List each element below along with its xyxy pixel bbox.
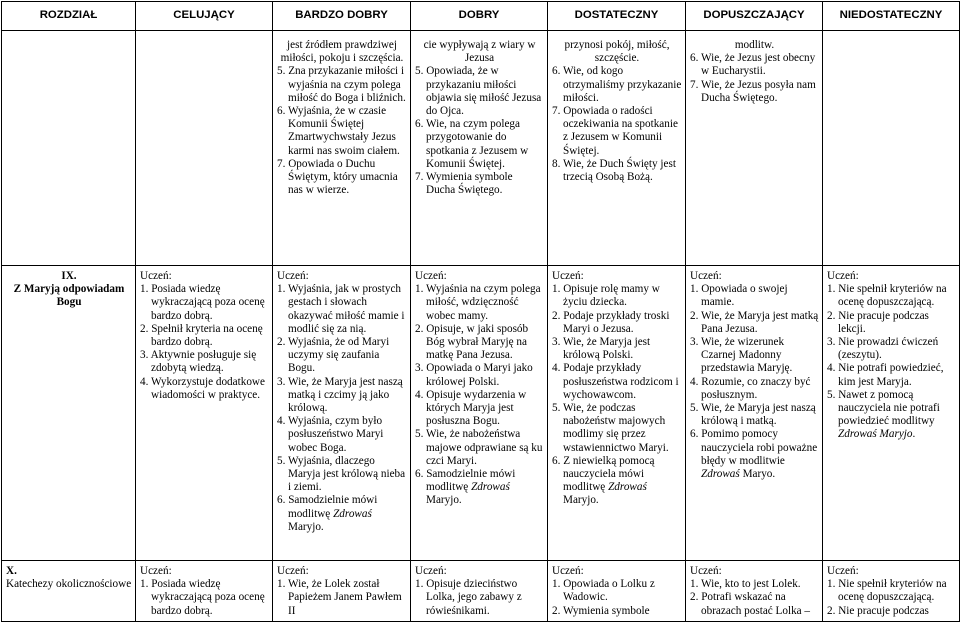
item-text: 6. Samodzielnie mówi modlitwę: [415, 468, 516, 494]
list-item: 5. Wie, że Maryja jest naszą królową i matką.: [690, 402, 816, 428]
prayer-name: Zdrowaś: [608, 481, 647, 494]
item-text: 6. Samodzielnie mówi modlitwę: [277, 494, 378, 520]
cell-top-bardzo-dobry: [273, 31, 411, 266]
cell-x-dostateczny: [548, 561, 686, 622]
list-item: 1. Opowiada o Lolku z Wadowic.: [552, 578, 655, 604]
cell-rozdzial-empty: [2, 31, 136, 266]
continued-section-row: [2, 31, 960, 266]
cell-x-dopuszczajacy: [686, 561, 823, 622]
item-text: 6. Z niewielką pomocą nauczyciela mówi modlitwę: [552, 454, 655, 494]
cell-top-dostateczny: [548, 31, 686, 266]
section-x-row: [2, 561, 960, 622]
header-celujacy: CELUJĄCY: [136, 2, 273, 31]
header-dobry: DOBRY: [411, 2, 548, 31]
list-item: [277, 494, 407, 534]
list-item: cie wypływają z wiary w Jezusa: [423, 39, 536, 65]
pupil-label: Uczeń:: [552, 565, 584, 577]
cell-x-bardzo-dobry: [273, 561, 411, 622]
list-item: 2. Nie pracuje podczas lekcji.: [827, 309, 929, 335]
cell-ix-celujacy: [136, 266, 273, 561]
list-item: 5. Wie, że nabożeństwa majowe odprawiane są ku czci Maryi.: [415, 428, 543, 467]
list-item: 5. Opowiada, że w przykazaniu miłości objawia się miłość Jezusa do Ojca.: [415, 65, 542, 118]
list-item: 1. Wie, kto to jest Lolek.: [690, 578, 801, 591]
prayer-name: Zdrowaś: [471, 481, 510, 494]
list-item: 6. Wie, na czym polega przygotowanie do spotkania z Jezusem w Komunii Świętej.: [415, 118, 529, 170]
list-item: 3. Wie, że Maryja jest królową Polski.: [552, 336, 651, 362]
list-item: 2. Wymienia symbole: [552, 604, 650, 617]
cell-x-niedostateczny: [823, 561, 960, 622]
list-item: [690, 428, 819, 481]
list-item: 1. Wyjaśnia na czym polega miłość, wdzięczność wobec mamy.: [415, 283, 541, 322]
section-title: Katechezy okolicznościowe: [6, 578, 132, 591]
list-item: 1. Nie spełnił kryteriów na ocenę dopuszczającą.: [827, 578, 947, 604]
pupil-label: Uczeń:: [827, 270, 859, 282]
list-item: [415, 468, 544, 508]
list-item: 6. Wyjaśnia, że w czasie Komunii Świętej Zmartwychwstały Jezus karmi nas swoim ciałem.: [277, 105, 400, 157]
cell-ix-dobry: [411, 266, 548, 561]
header-row: [2, 2, 960, 31]
list-item: 2. Potrafi wskazać na obrazach postać Lolka –: [690, 591, 811, 617]
pupil-label: Uczeń:: [140, 270, 172, 282]
list-item: 1. Wie, że Lolek został Papieżem Janem Pawłem II: [277, 578, 402, 617]
list-item: 1. Wyjaśnia, jak w prostych gestach i słowach okazywać miłość mamie i modlić się za nią.: [277, 283, 405, 335]
list-item: 4. Rozumie, co znaczy być posłusznym.: [690, 375, 811, 401]
list-item: 4. Nie potrafi powiedzieć, kim jest Maryja.: [827, 362, 944, 388]
list-item: 8. Wie, że Duch Święty jest trzecią Osobą Bożą.: [552, 157, 676, 184]
list-item: jest źródłem prawdziwej miłości, pokoju i szczęścia.: [280, 39, 404, 65]
list-item: 6. Wie, od kogo otrzymaliśmy przykazanie miłości.: [552, 65, 682, 104]
list-item: 4. Podaje przykłady posłuszeństwa rodzicom i wychowawcom.: [552, 362, 679, 401]
pupil-label: Uczeń:: [277, 565, 309, 577]
list-item: 7. Wie, że Jezus posyła nam Ducha Świętego.: [690, 78, 816, 104]
section-number: X.: [6, 565, 17, 577]
list-item: [552, 455, 682, 508]
cell-ix-dopuszczajacy: [686, 266, 823, 561]
header-dopuszczajacy: DOPUSZCZAJĄCY: [686, 2, 823, 31]
list-item: 7. Opowiada o radości oczekiwania na spotkanie z Jezusem w Komunii Świętej.: [552, 105, 678, 157]
pupil-label: Uczeń:: [552, 270, 584, 282]
cell-ix-bardzo-dobry: [273, 266, 411, 561]
list-item: 1. Posiada wiedzę wykraczającą poza ocenę bardzo dobrą.: [140, 578, 265, 617]
list-item: 7. Wymienia symbole Ducha Świętego.: [415, 171, 513, 197]
list-item: 1. Opisuje rolę mamy w życiu dziecka.: [552, 283, 660, 309]
list-item: 5. Zna przykazanie miłości i wyjaśnia na czym polega miłość do Boga i bliźnich.: [277, 65, 406, 104]
item-text: 5. Nawet z pomocą nauczyciela nie potrafi powiedzieć modlitwy: [827, 388, 940, 428]
list-item: 4. Wyjaśnia, czym było posłuszeństwo Maryi wobec Boga.: [277, 415, 384, 454]
prayer-name: Zdrowaś: [701, 468, 740, 481]
item-text: Maryo.: [739, 468, 776, 481]
pupil-label: Uczeń:: [415, 270, 447, 282]
cell-top-dopuszczajacy: [686, 31, 823, 266]
cell-ix-dostateczny: [548, 266, 686, 561]
list-item: 3. Aktywnie posługuje się zdobytą wiedzą.: [140, 349, 257, 375]
list-item: modlitw.: [734, 39, 775, 51]
pupil-label: Uczeń:: [415, 565, 447, 577]
list-item: 2. Podaje przykłady troski Maryi o Jezusa.: [552, 309, 670, 335]
section-ix-label: [2, 266, 136, 561]
list-item: 2. Spełnił kryteria na ocenę bardzo dobrą.: [140, 322, 263, 349]
pupil-label: Uczeń:: [277, 270, 309, 282]
list-item: 3. Opowiada o Maryi jako królowej Polski.: [415, 362, 533, 388]
list-item: 3. Wie, że wizerunek Czarnej Madonny przedstawia Maryję.: [690, 336, 793, 375]
list-item: [827, 389, 956, 442]
list-item: 3. Wie, że Maryja jest naszą matką i czcimy ją jako królową.: [277, 375, 403, 415]
list-item: 2. Nie pracuje podczas: [827, 604, 929, 617]
list-item: 1. Posiada wiedzę wykraczającą poza ocenę bardzo dobrą.: [140, 283, 265, 322]
item-text: Maryjo.: [288, 520, 324, 533]
section-ix-row: [2, 266, 960, 561]
prayer-name: Zdrowaś Maryjo: [838, 428, 913, 441]
section-number: IX.: [61, 270, 77, 282]
list-item: 5. Wie, że podczas nabożeństw majowych modlimy się przez wstawiennictwo Maryi.: [552, 402, 669, 454]
header-dostateczny: DOSTATECZNY: [548, 2, 686, 31]
cell-x-dobry: [411, 561, 548, 622]
prayer-name: Zdrowaś: [333, 507, 372, 520]
item-text: Maryjo.: [426, 494, 462, 507]
list-item: 6. Wie, że Jezus jest obecny w Eucharystii.: [690, 52, 816, 78]
cell-top-dobry: [411, 31, 548, 266]
list-item: 2. Wyjaśnia, że od Maryi uczymy się zaufania Bogu.: [277, 336, 390, 375]
list-item: 4. Wykorzystuje dodatkowe wiadomości w praktyce.: [140, 375, 265, 401]
cell-niedostateczny-empty: [823, 31, 960, 266]
section-title: Z Maryją odpowiadam Bogu: [13, 283, 125, 309]
item-text: .: [912, 428, 916, 441]
list-item: 5. Wyjaśnia, dlaczego Maryja jest królową nieba i ziemi.: [277, 454, 406, 494]
header-bardzo-dobry: BARDZO DOBRY: [273, 2, 411, 31]
list-item: 1. Opowiada o swojej mamie.: [690, 283, 788, 309]
list-item: 1. Opisuje dzieciństwo Lolka, jego zabawy z rówieśnikami.: [415, 578, 522, 617]
pupil-label: Uczeń:: [827, 565, 859, 577]
grading-criteria-table: [1, 1, 960, 622]
list-item: 4. Opisuje wydarzenia w których Maryja jest posłuszna Bogu.: [415, 388, 527, 428]
item-text: 6. Pomimo pomocy nauczyciela robi poważne błędy w modlitwie: [690, 428, 818, 467]
list-item: 1. Nie spełnił kryteriów na ocenę dopuszczającą.: [827, 283, 947, 309]
cell-x-celujacy: [136, 561, 273, 622]
list-item: 3. Nie prowadzi ćwiczeń (zeszytu).: [827, 336, 939, 362]
list-item: 7. Opowiada o Duchu Świętym, który umacnia nas w wierze.: [277, 157, 398, 197]
pupil-label: Uczeń:: [690, 565, 722, 577]
list-item: 2. Opisuje, w jaki sposób Bóg wybrał Maryję na matkę Pana Jezusa.: [415, 322, 529, 362]
header-niedostateczny: NIEDOSTATECZNY: [823, 2, 960, 31]
pupil-label: Uczeń:: [140, 565, 172, 577]
section-x-label: [2, 561, 136, 622]
cell-celujacy-empty: [136, 31, 273, 266]
item-text: Maryjo.: [563, 494, 599, 507]
header-rozdzial: ROZDZIAŁ: [2, 2, 136, 31]
list-item: przynosi pokój, miłość, szczęście.: [564, 39, 670, 65]
cell-ix-niedostateczny: [823, 266, 960, 561]
pupil-label: Uczeń:: [690, 270, 722, 282]
list-item: 2. Wie, że Maryja jest matką Pana Jezusa.: [690, 309, 819, 335]
